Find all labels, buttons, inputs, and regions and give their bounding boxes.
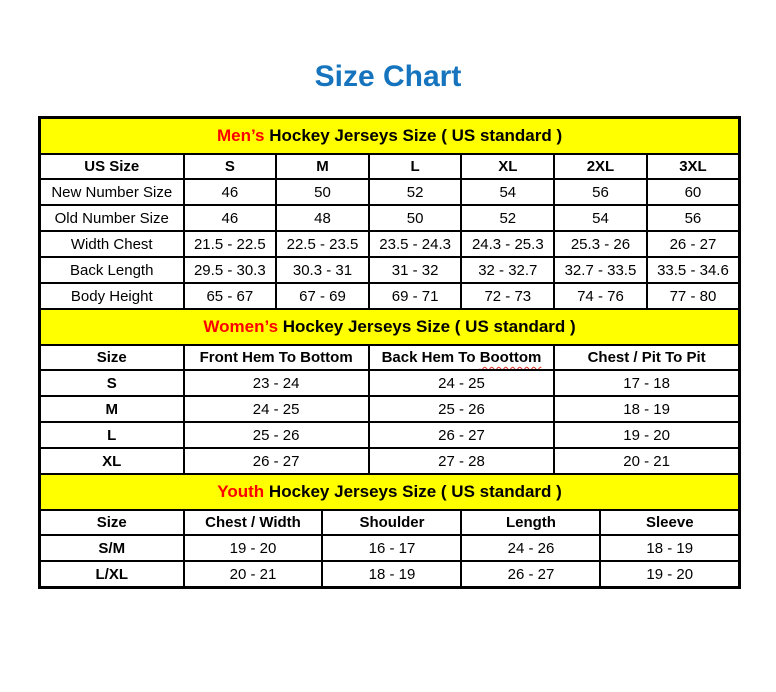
- table-row: [40, 257, 740, 283]
- cell: 32.7 - 33.5: [554, 257, 647, 283]
- cell: 32 - 32.7: [461, 257, 554, 283]
- cell: 50: [369, 205, 462, 231]
- column-header-2xl: 2XL: [554, 154, 647, 179]
- column-header-us-size: US Size: [40, 154, 184, 179]
- mens-section-title: [40, 118, 740, 155]
- size-chart-container: [38, 116, 738, 589]
- table-row: [40, 345, 740, 370]
- table-row: [40, 205, 740, 231]
- cell: 25 - 26: [184, 422, 369, 448]
- womens-section-title: [40, 309, 740, 345]
- row-label: L/XL: [40, 561, 184, 588]
- row-label: Width Chest: [40, 231, 184, 257]
- cell: 33.5 - 34.6: [647, 257, 740, 283]
- womens-title-rest: Hockey Jerseys Size ( US standard ): [278, 317, 576, 336]
- column-header-size: Size: [40, 510, 184, 535]
- cell: 67 - 69: [276, 283, 369, 309]
- column-header-chest-width: Chest / Width: [184, 510, 323, 535]
- cell: 52: [369, 179, 462, 205]
- table-row: [40, 396, 740, 422]
- cell: 16 - 17: [322, 535, 461, 561]
- cell: 23.5 - 24.3: [369, 231, 462, 257]
- cell: 19 - 20: [184, 535, 323, 561]
- column-header-chest-pit: Chest / Pit To Pit: [554, 345, 739, 370]
- column-header-shoulder: Shoulder: [322, 510, 461, 535]
- cell: 74 - 76: [554, 283, 647, 309]
- cell: 30.3 - 31: [276, 257, 369, 283]
- cell: 18 - 19: [600, 535, 739, 561]
- cell: 18 - 19: [322, 561, 461, 588]
- cell: 24 - 25: [184, 396, 369, 422]
- column-header-sleeve: Sleeve: [600, 510, 739, 535]
- page-title: Size Chart: [314, 60, 462, 93]
- cell: 19 - 20: [554, 422, 739, 448]
- table-row: [40, 448, 740, 474]
- cell: 27 - 28: [369, 448, 554, 474]
- cell: 24 - 26: [461, 535, 600, 561]
- table-row: [40, 231, 740, 257]
- cell: 29.5 - 30.3: [184, 257, 277, 283]
- table-row: [40, 535, 740, 561]
- column-header-front-hem: Front Hem To Bottom: [184, 345, 369, 370]
- row-label: Old Number Size: [40, 205, 184, 231]
- column-header-3xl: 3XL: [647, 154, 740, 179]
- cell: 24 - 25: [369, 370, 554, 396]
- cell: 20 - 21: [184, 561, 323, 588]
- cell: 25.3 - 26: [554, 231, 647, 257]
- cell: 18 - 19: [554, 396, 739, 422]
- row-label: Body Height: [40, 283, 184, 309]
- cell: 19 - 20: [600, 561, 739, 588]
- row-label: L: [40, 422, 184, 448]
- back-hem-prefix: Back Hem To: [381, 349, 480, 366]
- cell: 60: [647, 179, 740, 205]
- cell: 26 - 27: [647, 231, 740, 257]
- table-row: [40, 422, 740, 448]
- womens-title-highlight: Women’s: [203, 317, 279, 336]
- cell: 26 - 27: [184, 448, 369, 474]
- row-label: S/M: [40, 535, 184, 561]
- row-label: Back Length: [40, 257, 184, 283]
- cell: 23 - 24: [184, 370, 369, 396]
- cell: 17 - 18: [554, 370, 739, 396]
- cell: 31 - 32: [369, 257, 462, 283]
- column-header-length: Length: [461, 510, 600, 535]
- table-row: [40, 510, 740, 535]
- table-row: [40, 118, 740, 155]
- table-row: [40, 474, 740, 510]
- cell: 50: [276, 179, 369, 205]
- cell: 21.5 - 22.5: [184, 231, 277, 257]
- size-chart-table: [38, 116, 741, 589]
- cell: 65 - 67: [184, 283, 277, 309]
- cell: 26 - 27: [461, 561, 600, 588]
- mens-title-rest: Hockey Jerseys Size ( US standard ): [264, 126, 563, 145]
- cell: 20 - 21: [554, 448, 739, 474]
- cell: 46: [184, 179, 277, 205]
- youth-section-title: [40, 474, 740, 510]
- cell: 22.5 - 23.5: [276, 231, 369, 257]
- cell: 69 - 71: [369, 283, 462, 309]
- cell: 54: [554, 205, 647, 231]
- cell: 48: [276, 205, 369, 231]
- column-header-size: Size: [40, 345, 184, 370]
- column-header-back-hem: [369, 345, 554, 370]
- row-label: XL: [40, 448, 184, 474]
- cell: 56: [647, 205, 740, 231]
- row-label: M: [40, 396, 184, 422]
- column-header-xl: XL: [461, 154, 554, 179]
- youth-title-highlight: Youth: [217, 482, 265, 501]
- back-hem-misspelled-word: Boottom: [479, 349, 542, 366]
- row-label: New Number Size: [40, 179, 184, 205]
- row-label: S: [40, 370, 184, 396]
- table-row: [40, 154, 740, 179]
- column-header-s: S: [184, 154, 277, 179]
- column-header-m: M: [276, 154, 369, 179]
- cell: 26 - 27: [369, 422, 554, 448]
- column-header-l: L: [369, 154, 462, 179]
- cell: 54: [461, 179, 554, 205]
- cell: 52: [461, 205, 554, 231]
- cell: 56: [554, 179, 647, 205]
- table-row: [40, 370, 740, 396]
- cell: 77 - 80: [647, 283, 740, 309]
- mens-title-highlight: Men’s: [216, 126, 265, 145]
- cell: 24.3 - 25.3: [461, 231, 554, 257]
- youth-title-rest: Hockey Jerseys Size ( US standard ): [264, 482, 562, 501]
- table-row: [40, 179, 740, 205]
- cell: 25 - 26: [369, 396, 554, 422]
- table-row: [40, 309, 740, 345]
- table-row: [40, 561, 740, 588]
- table-row: [40, 283, 740, 309]
- cell: 46: [184, 205, 277, 231]
- cell: 72 - 73: [461, 283, 554, 309]
